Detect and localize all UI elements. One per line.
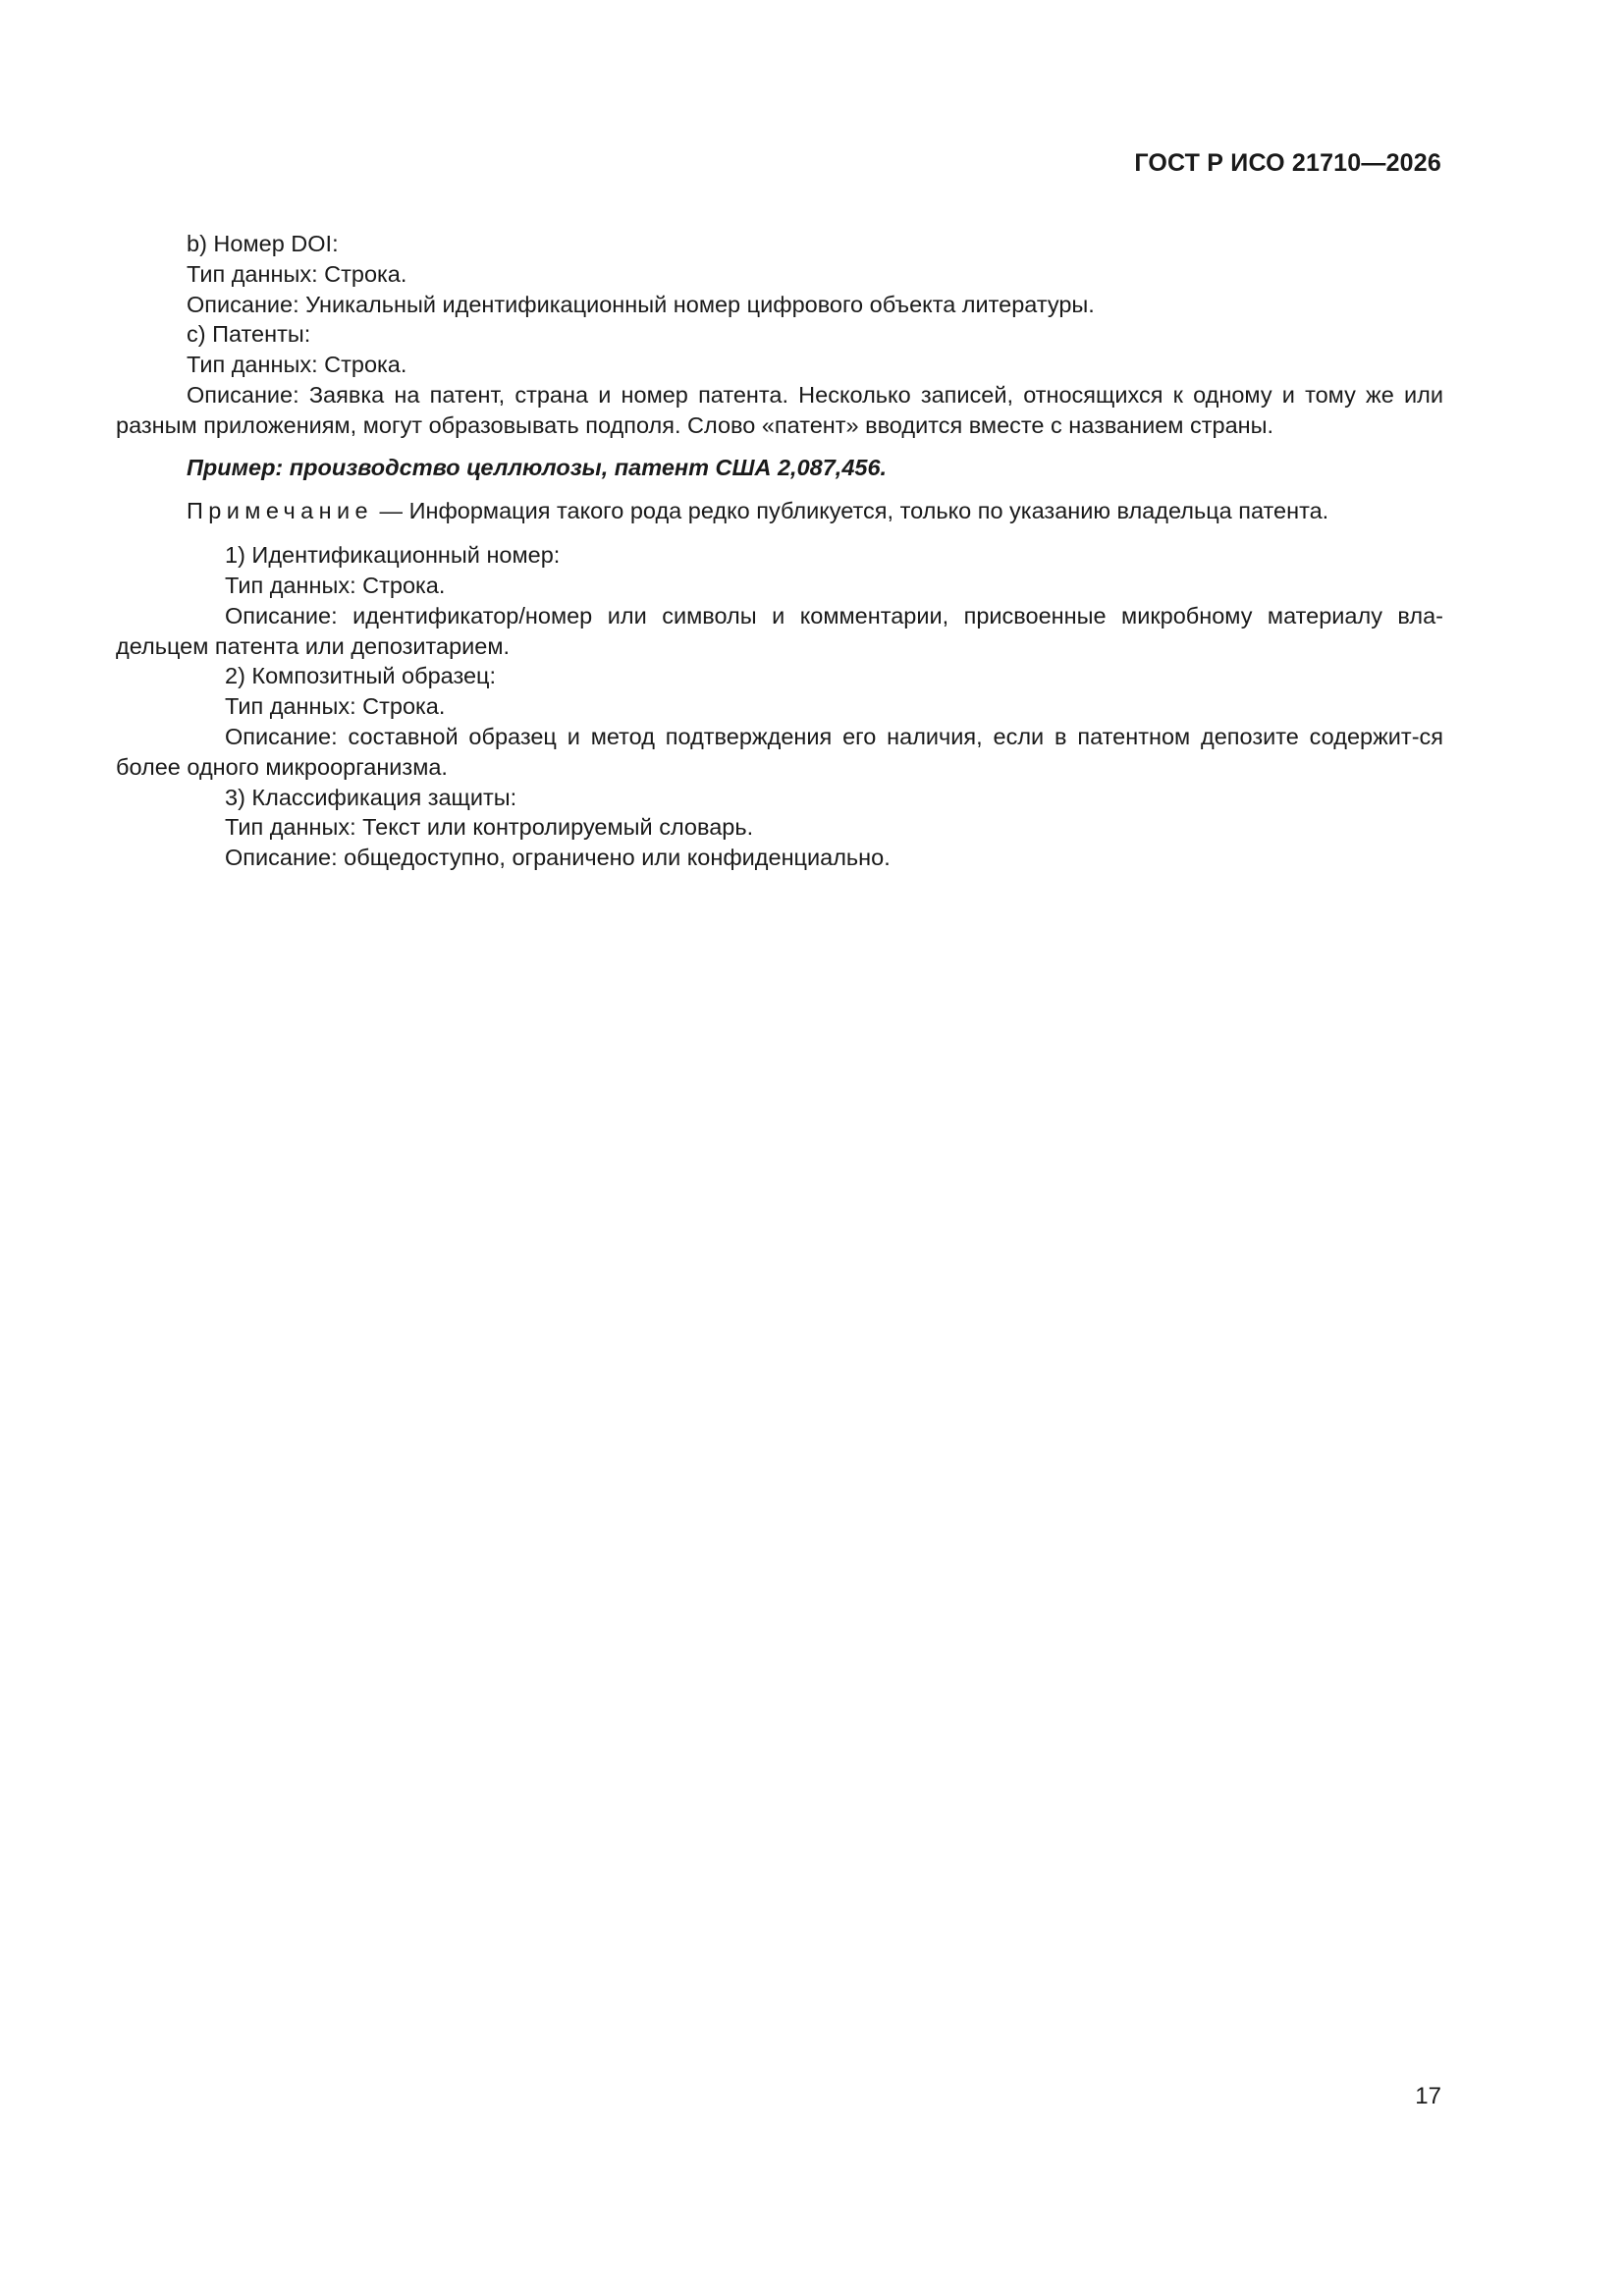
patents-data-type: Тип данных: Строка. xyxy=(187,352,407,378)
page-number: 17 xyxy=(1415,2083,1441,2109)
note-paragraph xyxy=(116,496,1443,526)
item1-title: 1) Идентификационный номер: xyxy=(225,542,561,569)
item2-description: Описание: составной образец и метод подтверждения его наличия, если в патентном депозите содержит-ся более одного микроорганизма. xyxy=(116,723,1443,780)
example-text: Пример: производство целлюлозы, патент США 2,087,456. xyxy=(187,454,888,480)
document-code-header: ГОСТ Р ИСО 21710—2026 xyxy=(1134,149,1441,177)
item2-data-type: Тип данных: Строка. xyxy=(225,693,446,720)
item3-data-type: Тип данных: Текст или контролируемый словарь. xyxy=(225,814,754,841)
item3-description: Описание: общедоступно, ограничено или конфиденциально. xyxy=(225,845,891,871)
patents-title: c) Патенты: xyxy=(187,321,311,348)
doi-title: b) Номер DOI: xyxy=(187,231,339,256)
item3-title: 3) Классификация защиты: xyxy=(225,784,517,810)
item1-data-type: Тип данных: Строка. xyxy=(225,572,446,598)
item1-description: Описание: идентификатор/номер или символы и комментарии, присвоенные микробному материалу вла-дельцем патента или депозитарием. xyxy=(116,602,1443,659)
document-body xyxy=(116,229,1443,873)
note-label: Примечание xyxy=(187,498,374,524)
doi-description: Описание: Уникальный идентификационный номер цифрового объекта литературы. xyxy=(187,291,1095,317)
doi-data-type: Тип данных: Строка. xyxy=(187,260,407,287)
patents-description: Описание: Заявка на патент, страна и номер патента. Несколько записей, относящихся к одному и тому же или разным приложениям, могут образовывать подполя. Слово «патент» вводится вместе с названием страны. xyxy=(116,381,1443,438)
note-text: — Информация такого рода редко публикуется, только по указанию владельца патента. xyxy=(373,498,1329,524)
item2-title: 2) Композитный образец: xyxy=(225,663,497,689)
